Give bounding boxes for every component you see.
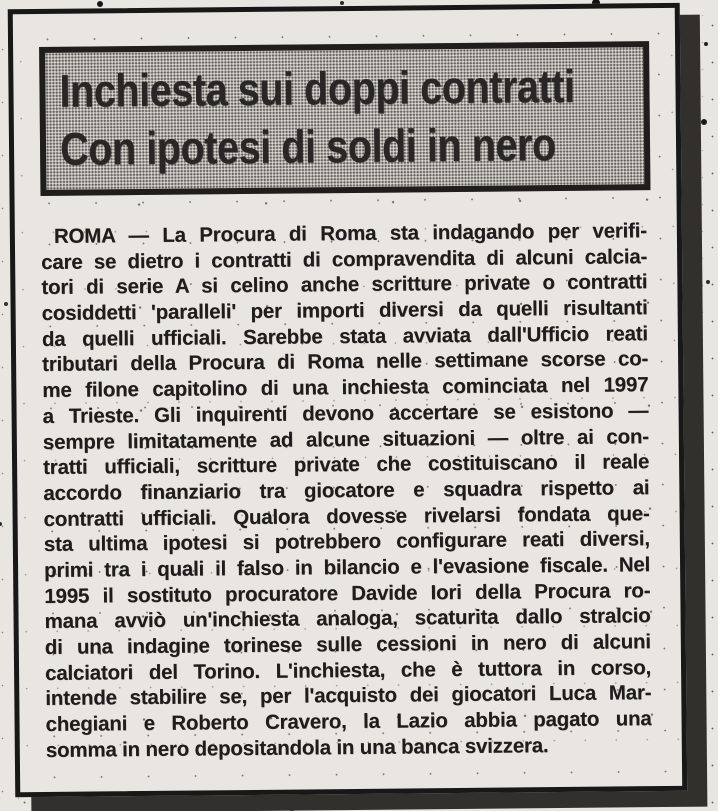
body-text-line: calciatori del Torino. L'inchiesta, che è tuttora in corso, <box>44 655 652 685</box>
body-text-line: tributari della Procura di Roma nelle settimane scorse co- <box>42 347 649 377</box>
body-text-line: 1995 il sostituto procuratore Davide Iori della Procura ro- <box>44 578 651 608</box>
body-text-line: cosiddetti 'paralleli' per importi diversi da quelli risultanti <box>41 296 648 326</box>
body-text-line: me filone capitolino di una inchiesta cominciata nel 1997 <box>42 373 649 403</box>
body-text-line: mana avviò un'inchiesta analoga, scaturita dallo stralcio <box>44 604 651 634</box>
body-text-line: care se dietro i contratti di compravendita di alcuni calcia- <box>41 244 648 274</box>
body-text-line: di una indagine torinese sulle cessioni in nero di alcuni <box>44 630 651 659</box>
body-text-line: tratti ufficiali, scritture private che costituiscano il reale <box>43 450 650 480</box>
body-text-line: accordo finanziario tra giocatore e squadra rispetto ai <box>43 476 650 505</box>
headline-line: Con ipotesi di soldi in nero <box>59 117 556 175</box>
body-text-line: da quelli ufficiali. Sarebbe stata avviata dall'Ufficio reati <box>41 321 648 351</box>
body-text-line: sempre limitatamente ad alcune situazioni — oltre ai con- <box>42 424 649 454</box>
body-text-line: tori di serie A si celino anche scritture private o contratti <box>41 270 648 300</box>
body-text-line: primi tra i quali il falso in bilancio e l'evasione fiscale. Nel <box>43 553 651 582</box>
body-text-line: a Trieste. Gli inquirenti devono accertare se esistono — <box>42 398 649 428</box>
body-text-line: sta ultima ipotesi si potrebbero configurare reati diversi, <box>43 527 650 557</box>
headline-box <box>39 41 650 196</box>
article-body <box>41 218 652 763</box>
body-text-line: intende stabilire se, per l'acquisto dei giocatori Luca Mar- <box>45 681 652 711</box>
body-text-line: contratti ufficiali. Qualora dovesse rivelarsi fondata que- <box>43 501 650 531</box>
headline <box>59 57 636 178</box>
body-text-line: ROMA — La Procura di Roma sta indagando per verifi- <box>53 219 647 248</box>
headline-line: Inchiesta sui doppi contratti <box>59 59 575 117</box>
body-text-line: chegiani e Roberto Cravero, la Lazio abbia pagato una <box>45 707 652 737</box>
newspaper-clipping-frame <box>8 3 688 797</box>
body-text-line: somma in nero depositandola in una banca svizzera. <box>45 733 549 762</box>
